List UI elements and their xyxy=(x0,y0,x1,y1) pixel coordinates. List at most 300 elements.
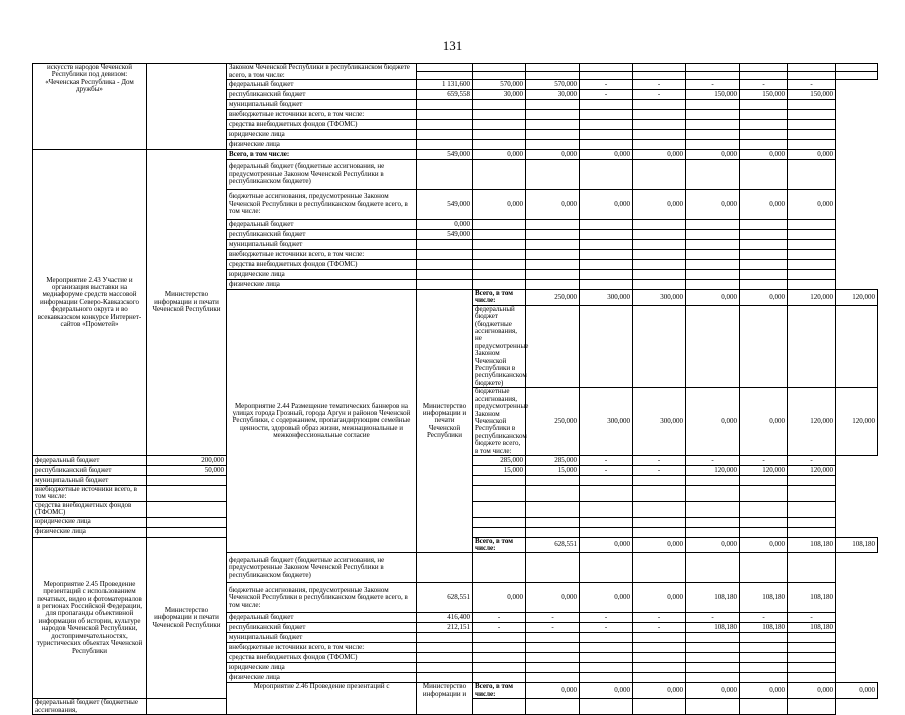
table-cell xyxy=(686,501,740,517)
table-cell: физические лица xyxy=(227,280,417,290)
table-cell xyxy=(686,270,740,280)
table-cell xyxy=(473,663,526,673)
table-cell xyxy=(580,475,633,485)
table-cell xyxy=(788,501,836,517)
table-cell: - xyxy=(580,623,633,633)
table-cell xyxy=(526,527,580,537)
table-cell: Всего, в том числе: xyxy=(473,683,526,699)
table-cell xyxy=(740,633,788,643)
table-cell xyxy=(788,485,836,501)
table-cell: 0,000 xyxy=(526,683,580,699)
table-cell xyxy=(633,501,686,517)
table-cell xyxy=(417,110,473,120)
table-cell xyxy=(526,240,580,250)
table-cell: 15,000 xyxy=(526,465,580,475)
table-cell xyxy=(526,250,580,260)
table-cell xyxy=(788,160,836,190)
table-cell xyxy=(788,517,836,527)
table-cell xyxy=(526,140,580,150)
table-cell xyxy=(633,553,686,583)
table-cell: 0,000 xyxy=(526,583,580,613)
table-cell: 0,000 xyxy=(686,537,740,553)
table-cell xyxy=(788,527,836,537)
table-cell: 0,000 xyxy=(788,683,836,699)
table-cell: 416,400 xyxy=(417,613,473,623)
table-cell xyxy=(526,130,580,140)
table-cell: - xyxy=(633,623,686,633)
table-cell: федеральный бюджет xyxy=(227,80,417,90)
table-cell xyxy=(147,475,227,485)
table-cell xyxy=(633,280,686,290)
table-cell: федеральный бюджет (бюджетные ассигнования, xyxy=(33,699,147,715)
table-cell xyxy=(580,633,633,643)
table-cell: 549,000 xyxy=(417,230,473,240)
table-cell xyxy=(473,160,526,190)
table-cell xyxy=(473,220,526,230)
table-cell xyxy=(633,160,686,190)
table-cell xyxy=(417,633,473,643)
table-cell xyxy=(580,220,633,230)
table-cell xyxy=(686,100,740,110)
table-cell: 212,151 xyxy=(417,623,473,633)
table-cell: 200,000 xyxy=(147,455,227,465)
table-cell xyxy=(633,64,686,72)
table-cell xyxy=(473,643,526,653)
table-cell: федеральный бюджет xyxy=(227,220,417,230)
table-cell: 0,000 xyxy=(633,537,686,553)
table-cell: 120,000 xyxy=(788,465,836,475)
table-cell xyxy=(473,673,526,683)
table-cell xyxy=(417,260,473,270)
table-cell: федеральный бюджет (бюджетные ассигнования, не предусмотренные Законом Чеченской Республики в республиканском бюджете) xyxy=(473,305,526,387)
table-cell xyxy=(473,72,526,80)
table-cell: - xyxy=(686,80,740,90)
table-cell xyxy=(740,699,788,715)
table-cell: бюджетные ассигнования, предусмотренные Законом Чеченской Республики в республиканском бюджете всего, в том числе: xyxy=(473,388,526,456)
table-cell: федеральный бюджет xyxy=(227,613,417,623)
table-cell: 108,180 xyxy=(788,583,836,613)
table-cell: 0,000 xyxy=(686,150,740,160)
table-cell xyxy=(686,240,740,250)
table-cell xyxy=(580,553,633,583)
table-cell xyxy=(417,64,473,72)
table-cell xyxy=(473,699,526,715)
table-cell xyxy=(836,64,878,72)
table-cell xyxy=(788,130,836,140)
table-cell xyxy=(526,643,580,653)
table-cell xyxy=(788,72,836,80)
table-cell: 250,000 xyxy=(526,290,580,306)
table-cell xyxy=(473,475,526,485)
table-cell: - xyxy=(740,80,788,90)
table-cell xyxy=(686,110,740,120)
table-cell: муниципальный бюджет xyxy=(227,633,417,643)
table-cell xyxy=(417,140,473,150)
table-cell xyxy=(526,280,580,290)
table-cell xyxy=(686,517,740,527)
table-cell xyxy=(473,250,526,260)
table-cell xyxy=(147,527,227,537)
table-cell xyxy=(580,160,633,190)
table-cell xyxy=(788,643,836,653)
table-cell xyxy=(526,100,580,110)
table-cell: 0,000 xyxy=(686,190,740,220)
table-cell: бюджетные ассигнования, предусмотренные Законом Чеченской Республики в республиканском бюджете всего, в том числе: xyxy=(227,190,417,220)
table-cell xyxy=(526,673,580,683)
table-cell xyxy=(740,305,788,387)
table-cell xyxy=(686,633,740,643)
table-cell xyxy=(740,485,788,501)
table-cell xyxy=(580,653,633,663)
table-cell: физические лица xyxy=(227,673,417,683)
table-cell xyxy=(788,140,836,150)
table-cell xyxy=(417,250,473,260)
table-cell xyxy=(526,633,580,643)
table-cell xyxy=(526,270,580,280)
table-cell xyxy=(740,130,788,140)
table-cell xyxy=(417,673,473,683)
table-cell: 50,000 xyxy=(147,465,227,475)
table-cell: 30,000 xyxy=(473,90,526,100)
table-cell: 108,180 xyxy=(740,583,788,613)
table-cell xyxy=(580,230,633,240)
table-cell xyxy=(526,260,580,270)
table-cell xyxy=(526,305,580,387)
table-cell xyxy=(633,230,686,240)
table-cell: Министерство информации и xyxy=(417,683,473,715)
table-cell xyxy=(788,240,836,250)
table-cell: средства внебюджетных фондов (ТФОМС) xyxy=(227,260,417,270)
table-cell xyxy=(580,120,633,130)
table-cell xyxy=(633,270,686,280)
table-cell xyxy=(473,527,526,537)
table-cell xyxy=(526,64,580,72)
table-cell xyxy=(788,699,836,715)
table-cell xyxy=(686,553,740,583)
table-cell xyxy=(633,517,686,527)
table-cell xyxy=(740,643,788,653)
table-cell: 1 131,600 xyxy=(417,80,473,90)
table-cell xyxy=(473,280,526,290)
table-cell xyxy=(417,553,473,583)
table-cell: 0,000 xyxy=(740,290,788,306)
table-cell xyxy=(686,643,740,653)
table-cell xyxy=(526,553,580,583)
table-cell xyxy=(686,527,740,537)
table-cell xyxy=(147,501,227,517)
table-cell xyxy=(147,64,227,150)
table-cell xyxy=(526,72,580,80)
table-cell: бюджетные ассигнования, предусмотренные Законом Чеченской Республики в республиканском бюджете всего, в том числе: xyxy=(227,583,417,613)
table-cell xyxy=(580,250,633,260)
table-cell: - xyxy=(788,80,836,90)
table-cell: внебюджетные источники всего, в том числе: xyxy=(227,250,417,260)
table-cell xyxy=(526,663,580,673)
table-cell xyxy=(740,120,788,130)
table-cell xyxy=(580,240,633,250)
table-cell xyxy=(633,250,686,260)
table-cell: федеральный бюджет (бюджетные ассигнования, не предусмотренные Законом Чеченской Республики в республиканском бюджете) xyxy=(227,553,417,583)
table-cell: - xyxy=(633,80,686,90)
table-cell: физические лица xyxy=(33,527,147,537)
table-cell xyxy=(788,653,836,663)
table-cell xyxy=(526,230,580,240)
table-cell: 108,180 xyxy=(686,583,740,613)
table-cell: - xyxy=(633,455,686,465)
table-cell: республиканский бюджет xyxy=(227,623,417,633)
table-cell: 300,000 xyxy=(633,290,686,306)
table-cell xyxy=(788,475,836,485)
table-cell: 0,000 xyxy=(836,683,878,699)
table-cell xyxy=(417,130,473,140)
table-cell: 0,000 xyxy=(740,190,788,220)
table-cell: 150,000 xyxy=(788,90,836,100)
table-cell: - xyxy=(473,613,526,623)
table-cell xyxy=(740,475,788,485)
table-cell: Всего, в том числе: xyxy=(473,290,526,306)
table-cell: - xyxy=(580,455,633,465)
table-cell xyxy=(580,130,633,140)
table-cell: - xyxy=(740,613,788,623)
table-cell xyxy=(686,475,740,485)
table-cell: 300,000 xyxy=(580,388,633,456)
table-cell: 120,000 xyxy=(686,465,740,475)
table-cell xyxy=(740,653,788,663)
table-cell: - xyxy=(473,623,526,633)
table-cell xyxy=(633,110,686,120)
table-cell: Мероприятие 2.45 Проведение презентаций с использованием печатных, видео и фотоматериалов в регионах Российской Федерации, для пропаганды объективной информации об истории, культуре народов Чеченской Республики, достопримечательностях, туристических объектах Чеченской Республики xyxy=(33,537,147,699)
table-cell: 570,000 xyxy=(526,80,580,90)
table-cell: 628,551 xyxy=(526,537,580,553)
table-cell xyxy=(417,160,473,190)
table-cell xyxy=(633,72,686,80)
table-cell xyxy=(473,240,526,250)
table-cell xyxy=(788,270,836,280)
table-cell: средства внебюджетных фондов (ТФОМС) xyxy=(227,653,417,663)
table-cell xyxy=(633,527,686,537)
table-cell xyxy=(633,130,686,140)
table-cell xyxy=(686,220,740,230)
table-cell: 15,000 xyxy=(473,465,526,475)
table-cell: - xyxy=(633,613,686,623)
table-cell xyxy=(473,100,526,110)
table-cell xyxy=(633,699,686,715)
table-cell xyxy=(633,663,686,673)
table-cell xyxy=(417,72,473,80)
table-cell: муниципальный бюджет xyxy=(227,240,417,250)
table-cell: 150,000 xyxy=(686,90,740,100)
table-cell: 628,551 xyxy=(417,583,473,613)
table-cell: - xyxy=(580,80,633,90)
table-cell xyxy=(526,653,580,663)
table-cell: 0,000 xyxy=(473,583,526,613)
budget-table xyxy=(32,63,878,715)
table-cell xyxy=(686,305,740,387)
table-cell xyxy=(417,100,473,110)
table-cell xyxy=(788,110,836,120)
table-cell: 0,000 xyxy=(740,537,788,553)
table-cell: федеральный бюджет (бюджетные ассигнования, не предусмотренные Законом Чеченской Республики в республиканском бюджете) xyxy=(227,160,417,190)
table-cell xyxy=(740,100,788,110)
table-cell: 0,000 xyxy=(580,583,633,613)
table-cell xyxy=(580,517,633,527)
table-cell xyxy=(473,140,526,150)
table-cell xyxy=(473,270,526,280)
table-cell xyxy=(740,110,788,120)
table-cell xyxy=(473,260,526,270)
table-cell: федеральный бюджет xyxy=(33,455,147,465)
table-cell xyxy=(633,220,686,230)
table-cell xyxy=(740,501,788,517)
table-cell xyxy=(473,553,526,583)
table-cell xyxy=(788,673,836,683)
table-cell: 0,000 xyxy=(473,150,526,160)
table-cell xyxy=(788,633,836,643)
table-cell xyxy=(580,110,633,120)
table-cell: 0,000 xyxy=(740,150,788,160)
table-cell: 0,000 xyxy=(580,190,633,220)
table-cell: - xyxy=(686,455,740,465)
table-cell: - xyxy=(633,90,686,100)
table-cell xyxy=(473,120,526,130)
table-cell xyxy=(580,100,633,110)
table-cell xyxy=(686,120,740,130)
table-cell: 300,000 xyxy=(580,290,633,306)
table-cell xyxy=(526,501,580,517)
table-cell: - xyxy=(686,613,740,623)
table-cell: Министерство информации и печати Чеченской Республики xyxy=(147,537,227,699)
table-cell: юридические лица xyxy=(227,663,417,673)
table-cell xyxy=(686,280,740,290)
table-cell xyxy=(686,663,740,673)
table-cell: искусств народов Чеченской Республики под девизом: «Чеченская Республика - Дом дружбы» xyxy=(33,64,147,150)
table-cell xyxy=(633,485,686,501)
table-cell xyxy=(147,485,227,501)
table-cell: Мероприятие 2.44 Размещение тематических баннеров на улицах города Грозный, города Аргун и районов Чеченской Республики, с содержанием, пропагандирующим семейные ценности, здоровый образ жизни, межнациональные и межконфессиональные согласие xyxy=(227,290,417,553)
table-cell xyxy=(686,485,740,501)
table-cell xyxy=(686,653,740,663)
table-cell: 0,000 xyxy=(633,583,686,613)
table-cell xyxy=(417,240,473,250)
table-cell: Мероприятие 2.46 Проведение презентаций с xyxy=(227,683,417,715)
table-cell: 549,000 xyxy=(417,150,473,160)
table-cell xyxy=(740,220,788,230)
table-cell xyxy=(740,240,788,250)
table-cell: средства внебюджетных фондов (ТФОМС) xyxy=(227,120,417,130)
table-cell: юридические лица xyxy=(227,270,417,280)
table-cell xyxy=(686,673,740,683)
table-cell: республиканский бюджет xyxy=(227,90,417,100)
table-cell xyxy=(417,120,473,130)
table-cell xyxy=(526,699,580,715)
table-cell xyxy=(740,270,788,280)
table-cell xyxy=(633,140,686,150)
table-cell xyxy=(740,140,788,150)
table-cell: 108,180 xyxy=(788,623,836,633)
table-cell xyxy=(147,699,227,715)
table-cell: юридические лица xyxy=(33,517,147,527)
table-cell xyxy=(740,250,788,260)
table-cell xyxy=(473,485,526,501)
table-cell: 0,000 xyxy=(740,388,788,456)
table-cell: юридические лица xyxy=(227,130,417,140)
table-cell xyxy=(686,140,740,150)
table-cell xyxy=(633,120,686,130)
table-cell: - xyxy=(526,623,580,633)
table-cell xyxy=(686,64,740,72)
table-cell: 659,558 xyxy=(417,90,473,100)
table-cell xyxy=(788,553,836,583)
table-cell xyxy=(740,673,788,683)
table-cell xyxy=(473,64,526,72)
table-cell: муниципальный бюджет xyxy=(33,475,147,485)
table-cell xyxy=(473,110,526,120)
table-cell xyxy=(633,653,686,663)
table-cell: 0,000 xyxy=(417,220,473,230)
table-cell xyxy=(473,517,526,527)
table-cell xyxy=(686,699,740,715)
table-cell: 300,000 xyxy=(633,388,686,456)
table-cell xyxy=(580,260,633,270)
table-cell: - xyxy=(580,90,633,100)
table-cell xyxy=(788,305,836,387)
table-cell xyxy=(580,485,633,501)
table-cell: 0,000 xyxy=(740,683,788,699)
table-cell xyxy=(633,260,686,270)
table-cell: 108,180 xyxy=(740,623,788,633)
table-cell: 250,000 xyxy=(526,388,580,456)
table-cell xyxy=(836,305,878,387)
table-cell xyxy=(526,120,580,130)
table-cell: 30,000 xyxy=(526,90,580,100)
table-cell xyxy=(686,250,740,260)
table-row xyxy=(33,64,878,72)
table-cell xyxy=(580,699,633,715)
table-cell xyxy=(417,643,473,653)
table-cell xyxy=(580,64,633,72)
table-cell xyxy=(740,553,788,583)
table-cell xyxy=(740,260,788,270)
table-cell xyxy=(417,663,473,673)
table-cell xyxy=(788,120,836,130)
table-cell xyxy=(788,250,836,260)
table-cell xyxy=(580,663,633,673)
table-cell xyxy=(473,130,526,140)
table-cell: 0,000 xyxy=(633,683,686,699)
table-cell xyxy=(686,72,740,80)
table-cell xyxy=(633,633,686,643)
table-cell xyxy=(633,475,686,485)
table-cell xyxy=(788,230,836,240)
table-cell xyxy=(417,270,473,280)
table-cell xyxy=(417,280,473,290)
table-cell xyxy=(580,270,633,280)
table-cell xyxy=(788,260,836,270)
table-cell xyxy=(526,110,580,120)
table-cell: 0,000 xyxy=(788,190,836,220)
table-cell: 0,000 xyxy=(686,290,740,306)
table-cell xyxy=(686,130,740,140)
table-cell: 0,000 xyxy=(526,190,580,220)
table-cell: 108,180 xyxy=(836,537,878,553)
table-cell xyxy=(740,663,788,673)
table-cell: 0,000 xyxy=(580,537,633,553)
table-cell xyxy=(147,517,227,527)
table-cell: - xyxy=(526,613,580,623)
table-cell: средства внебюджетных фондов (ТФОМС) xyxy=(33,501,147,517)
table-cell: 0,000 xyxy=(633,190,686,220)
table-cell: республиканский бюджет xyxy=(33,465,147,475)
